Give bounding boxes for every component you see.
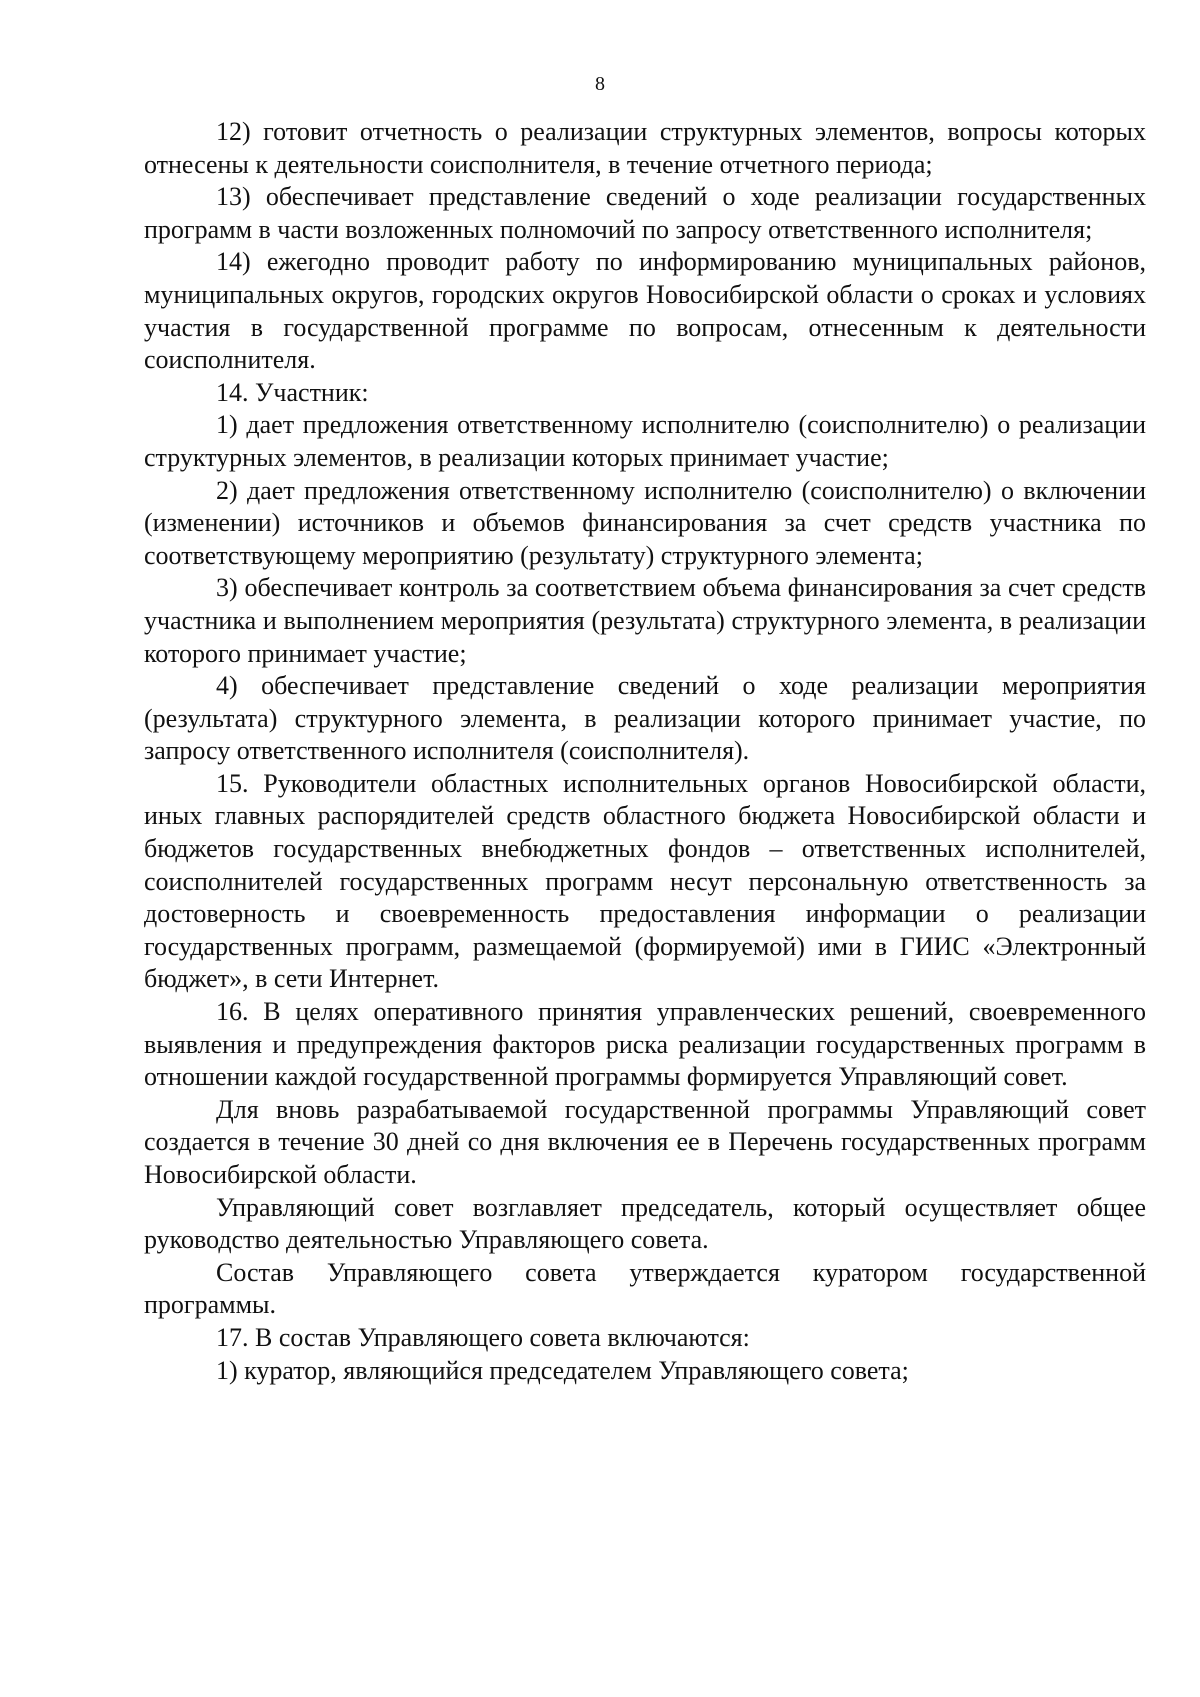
paragraph-participant-1: 1) дает предложения ответственному исполнителю (соисполнителю) о реализации структурных элементов, в реализации которых принимает участие;	[144, 410, 1146, 472]
paragraph-council-member-1: 1) куратор, являющийся председателем Управляющего совета;	[216, 1355, 909, 1385]
paragraph-section-16: 16. В целях оперативного принятия управленческих решений, своевременного выявления и предупреждения факторов риска реализации государственных программ в отношении каждой государственной программы формируется Управляющий совет.	[144, 997, 1146, 1092]
paragraph-item-13: 13) обеспечивает представление сведений о ходе реализации государственных программ в части возложенных полномочий по запросу ответственного исполнителя;	[144, 182, 1146, 244]
paragraph-new-program-council: Для вновь разрабатываемой государственной программы Управляющий совет создается в течение 30 дней со дня включения ее в Перечень государственных программ Новосибирской области.	[144, 1094, 1146, 1189]
paragraph-council-chair: Управляющий совет возглавляет председатель, который осуществляет общее руководство деятельностью Управляющего совета.	[144, 1192, 1146, 1255]
paragraph-section-17: 17. В состав Управляющего совета включаются:	[216, 1322, 750, 1352]
paragraph-section-15: 15. Руководители областных исполнительных органов Новосибирской области, иных главных распорядителей средств областного бюджета Новосибирской области и бюджетов государственных внебюджетных фондов – ответственных исполнителей, соисполнителей государственных программ несут персональную ответственность за достоверность и своевременность предоставления информации о реализации государственных программ, размещаемой (формируемой) ими в ГИИС «Электронный бюджет», в сети Интернет.	[144, 768, 1146, 994]
document-body	[144, 116, 1146, 1387]
paragraph-council-composition: Состав Управляющего совета утверждается куратором государственной программы.	[144, 1257, 1146, 1320]
paragraph-item-14: 14) ежегодно проводит работу по информированию муниципальных районов, муниципальных округов, городских округов Новосибирской области о сроках и условиях участия в государственной программе по вопросам, отнесенным к деятельности соисполнителя.	[144, 247, 1146, 375]
paragraph-item-12: 12) готовит отчетность о реализации структурных элементов, вопросы которых отнесены к деятельности соисполнителя, в течение отчетного периода;	[144, 117, 1146, 179]
paragraph-participant-3: 3) обеспечивает контроль за соответствием объема финансирования за счет средств участника и выполнением мероприятия (результата) структурного элемента, в реализации которого принимает участие;	[144, 573, 1146, 668]
paragraph-participant-2: 2) дает предложения ответственному исполнителю (соисполнителю) о включении (изменении) источников и объемов финансирования за счет средств участника по соответствующему мероприятию (результату) структурного элемента;	[144, 475, 1146, 570]
page-number: 8	[595, 73, 605, 95]
paragraph-participant-4: 4) обеспечивает представление сведений о ходе реализации мероприятия (результата) структурного элемента, в реализации которого принимает участие, по запросу ответственного исполнителя (соисполнителя).	[144, 671, 1146, 766]
section-heading-participant: 14. Участник:	[216, 377, 369, 407]
